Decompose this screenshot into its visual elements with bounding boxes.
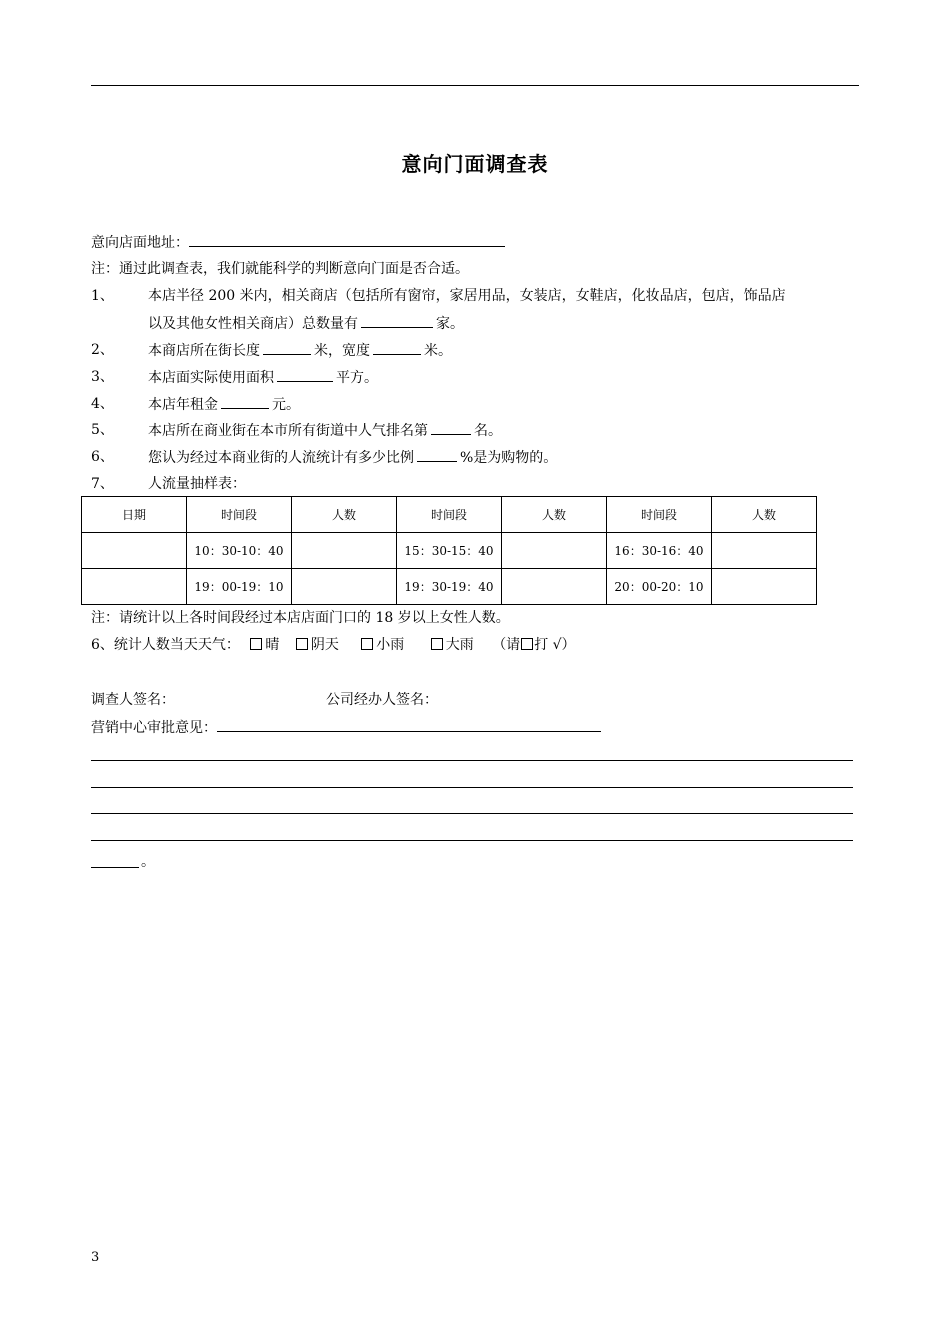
count-cell[interactable] bbox=[502, 569, 607, 605]
checkbox-icon[interactable] bbox=[296, 638, 308, 650]
time-cell: 10：30-10：40 bbox=[187, 533, 292, 569]
time-cell: 20：00-20：10 bbox=[607, 569, 712, 605]
table-header: 时间段 bbox=[607, 497, 712, 533]
weather-hint: （请 打 √） bbox=[492, 637, 576, 653]
item-1-text: 以及其他女性相关商店）总数量有 bbox=[148, 316, 358, 332]
item-number: 2、 bbox=[91, 342, 114, 358]
approval-rule[interactable] bbox=[91, 813, 853, 814]
time-cell: 19：30-19：40 bbox=[397, 569, 502, 605]
checkbox-icon[interactable] bbox=[250, 638, 262, 650]
area-blank[interactable] bbox=[277, 367, 333, 382]
approval-end: 。 bbox=[141, 854, 155, 870]
checkbox-icon[interactable] bbox=[431, 638, 443, 650]
address-line bbox=[91, 232, 508, 253]
date-cell[interactable] bbox=[82, 533, 187, 569]
item-4-text: 本店年租金 bbox=[148, 397, 218, 413]
street-width-blank[interactable] bbox=[373, 340, 421, 355]
address-label: 意向店面地址： bbox=[91, 235, 189, 251]
page-title: 意向门面调查表 bbox=[401, 152, 549, 176]
item-3-unit: 平方。 bbox=[336, 370, 378, 386]
item-6 bbox=[148, 447, 557, 468]
investigator-signature: 调查人签名： bbox=[91, 692, 175, 708]
rank-blank[interactable] bbox=[431, 420, 471, 435]
count-cell[interactable] bbox=[712, 533, 817, 569]
checkbox-icon[interactable] bbox=[361, 638, 373, 650]
count-cell[interactable] bbox=[502, 533, 607, 569]
item-number: 6、 bbox=[91, 449, 114, 465]
time-cell: 15：30-15：40 bbox=[397, 533, 502, 569]
item-1-unit: 家。 bbox=[436, 316, 464, 332]
item-number: 7、 bbox=[91, 476, 114, 492]
approval-rule[interactable] bbox=[91, 787, 853, 788]
item-number: 5、 bbox=[91, 422, 114, 438]
count-cell[interactable] bbox=[292, 533, 397, 569]
item-4 bbox=[148, 394, 300, 415]
checkbox-icon bbox=[521, 638, 533, 650]
count-cell[interactable] bbox=[292, 569, 397, 605]
page-number: 3 bbox=[91, 1250, 100, 1265]
count-cell[interactable] bbox=[712, 569, 817, 605]
item-number: 4、 bbox=[91, 396, 114, 412]
table-header: 时间段 bbox=[397, 497, 502, 533]
weather-line bbox=[91, 635, 576, 655]
table-header: 人数 bbox=[502, 497, 607, 533]
table-header: 人数 bbox=[292, 497, 397, 533]
item-3-text: 本店面实际使用面积 bbox=[148, 370, 274, 386]
item-2-text: 本商店所在街长度 bbox=[148, 343, 260, 359]
approval-rule[interactable] bbox=[91, 840, 853, 841]
table-header-row bbox=[82, 497, 817, 533]
header-rule bbox=[91, 85, 859, 86]
weather-option-sunny[interactable]: 晴 bbox=[250, 637, 279, 653]
item-3 bbox=[148, 367, 378, 388]
store-count-blank[interactable] bbox=[361, 313, 433, 328]
table-header: 时间段 bbox=[187, 497, 292, 533]
date-cell[interactable] bbox=[82, 569, 187, 605]
approval-blank[interactable] bbox=[217, 717, 601, 732]
item-7: 人流量抽样表： bbox=[148, 476, 246, 492]
item-5-text: 本店所在商业街在本市所有街道中人气排名第 bbox=[148, 423, 428, 439]
item-2 bbox=[148, 340, 452, 361]
weather-option-cloudy[interactable]: 阴天 bbox=[296, 637, 339, 653]
weather-option-heavy-rain[interactable]: 大雨 bbox=[431, 637, 474, 653]
rent-blank[interactable] bbox=[221, 394, 269, 409]
item-6-unit: %是为购物的。 bbox=[460, 450, 558, 466]
table-header: 日期 bbox=[82, 497, 187, 533]
table-header: 人数 bbox=[712, 497, 817, 533]
table-row bbox=[82, 569, 817, 605]
intro-note: 注：通过此调查表，我们就能科学的判断意向门面是否合适。 bbox=[91, 261, 469, 277]
time-cell: 19：00-19：10 bbox=[187, 569, 292, 605]
approval-label: 营销中心审批意见： bbox=[91, 720, 217, 736]
address-blank[interactable] bbox=[189, 232, 505, 247]
approval-rule-end[interactable] bbox=[91, 867, 139, 868]
weather-option-light-rain[interactable]: 小雨 bbox=[361, 637, 404, 653]
item-1-line2 bbox=[148, 313, 464, 334]
item-2-mid: 米，宽度 bbox=[314, 343, 370, 359]
item-5 bbox=[148, 420, 502, 441]
item-2-unit: 米。 bbox=[424, 343, 452, 359]
item-5-unit: 名。 bbox=[474, 423, 502, 439]
item-1-line1: 本店半径 200 米内，相关商店（包括所有窗帘，家居用品，女装店，女鞋店，化妆品店，包店，饰品店 bbox=[148, 288, 786, 304]
time-cell: 16：30-16：40 bbox=[607, 533, 712, 569]
flow-sample-table bbox=[81, 496, 817, 605]
item-number: 1、 bbox=[91, 288, 114, 304]
item-6-text: 您认为经过本商业街的人流统计有多少比例 bbox=[148, 450, 414, 466]
percent-blank[interactable] bbox=[417, 447, 457, 462]
company-signature: 公司经办人签名： bbox=[326, 692, 438, 708]
table-note: 注：请统计以上各时间段经过本店店面门口的 18 岁以上女性人数。 bbox=[91, 610, 510, 626]
approval-line bbox=[91, 717, 604, 738]
approval-rule[interactable] bbox=[91, 760, 853, 761]
item-number: 3、 bbox=[91, 369, 114, 385]
weather-label: 6、统计人数当天天气： bbox=[91, 637, 240, 653]
table-row bbox=[82, 533, 817, 569]
street-length-blank[interactable] bbox=[263, 340, 311, 355]
item-4-unit: 元。 bbox=[272, 397, 300, 413]
